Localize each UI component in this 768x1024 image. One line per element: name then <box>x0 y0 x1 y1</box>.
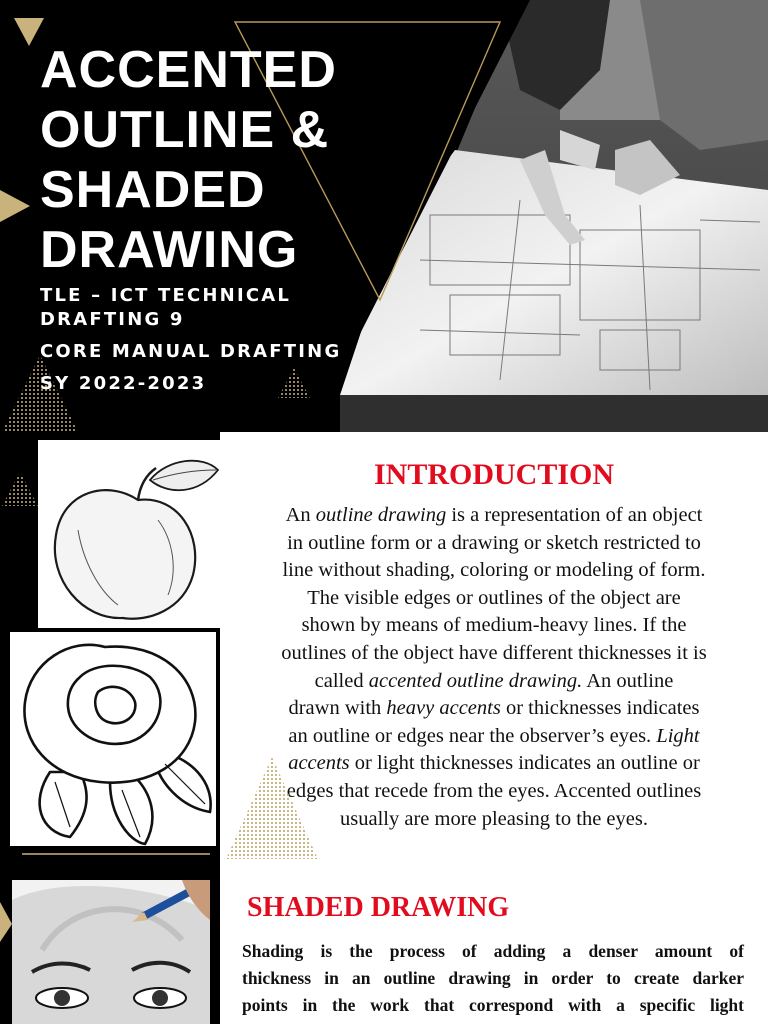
shaded-drawing-heading: SHADED DRAWING <box>247 892 510 923</box>
introduction-line: edges that recede from the eyes. Accented outlines <box>286 779 702 802</box>
introduction-line: in outline form or a drawing or sketch restricted to <box>287 531 701 554</box>
shaded-drawing-body <box>242 938 744 1019</box>
subtitle-line: TLE – ICT TECHNICAL <box>40 285 292 306</box>
title-line: SHADED <box>40 161 266 219</box>
pencil-drawing-icon <box>12 880 210 1024</box>
course-name <box>40 340 341 364</box>
face-drawing-image <box>12 880 210 1024</box>
apple-image <box>38 440 220 628</box>
introduction-line: usually are more pleasing to the eyes. <box>340 807 648 830</box>
course-text: CORE MANUAL DRAFTING <box>40 341 342 362</box>
hero-banner <box>0 0 768 432</box>
introduction-line: accents or light thicknesses indicates an outline or <box>288 752 700 775</box>
rose-sketch-icon <box>10 632 216 846</box>
shaded-drawing-line: Shading is the process of adding a denser amount of <box>242 941 744 961</box>
content-panel <box>220 432 768 1024</box>
subtitle <box>40 284 291 332</box>
apple-sketch-icon <box>38 440 220 628</box>
introduction-line: an outline or edges near the observer’s eyes. Light <box>288 724 700 747</box>
school-year-text: SY 2022-2023 <box>40 373 207 394</box>
shaded-drawing-line: thickness in an outline drawing in order to create darker <box>242 968 744 988</box>
introduction-line: The visible edges or outlines of the object are <box>307 586 681 609</box>
introduction-heading: INTRODUCTION <box>373 458 615 491</box>
emphasis-term: accents <box>288 752 350 775</box>
title-line: ACCENTED <box>40 41 337 99</box>
dotted-triangle-decor <box>226 757 318 859</box>
emphasis-term: Light <box>656 724 700 747</box>
emphasis-term: accented outline drawing. <box>368 669 583 692</box>
introduction-line: An outline drawing is a representation of an object <box>285 504 703 526</box>
introduction-line: called accented outline drawing. An outline <box>314 669 674 692</box>
introduction-line: line without shading, coloring or modeling of form. <box>282 559 706 582</box>
introduction-line: outlines of the object have different thicknesses it is <box>281 641 707 664</box>
subtitle-line: DRAFTING 9 <box>40 309 185 330</box>
shaded-drawing-line: points in the work that correspond with a specific light <box>242 995 744 1015</box>
page-title <box>40 40 420 280</box>
introduction-line: shown by means of medium-heavy lines. If the <box>301 614 687 637</box>
rose-image <box>10 632 216 846</box>
title-line: OUTLINE & <box>40 101 330 159</box>
emphasis-term: heavy accents <box>386 697 501 720</box>
title-line: DRAWING <box>40 221 299 279</box>
school-year <box>40 372 206 396</box>
introduction-line: drawn with heavy accents or thicknesses indicates <box>288 697 700 720</box>
emphasis-term: outline drawing <box>315 504 447 526</box>
